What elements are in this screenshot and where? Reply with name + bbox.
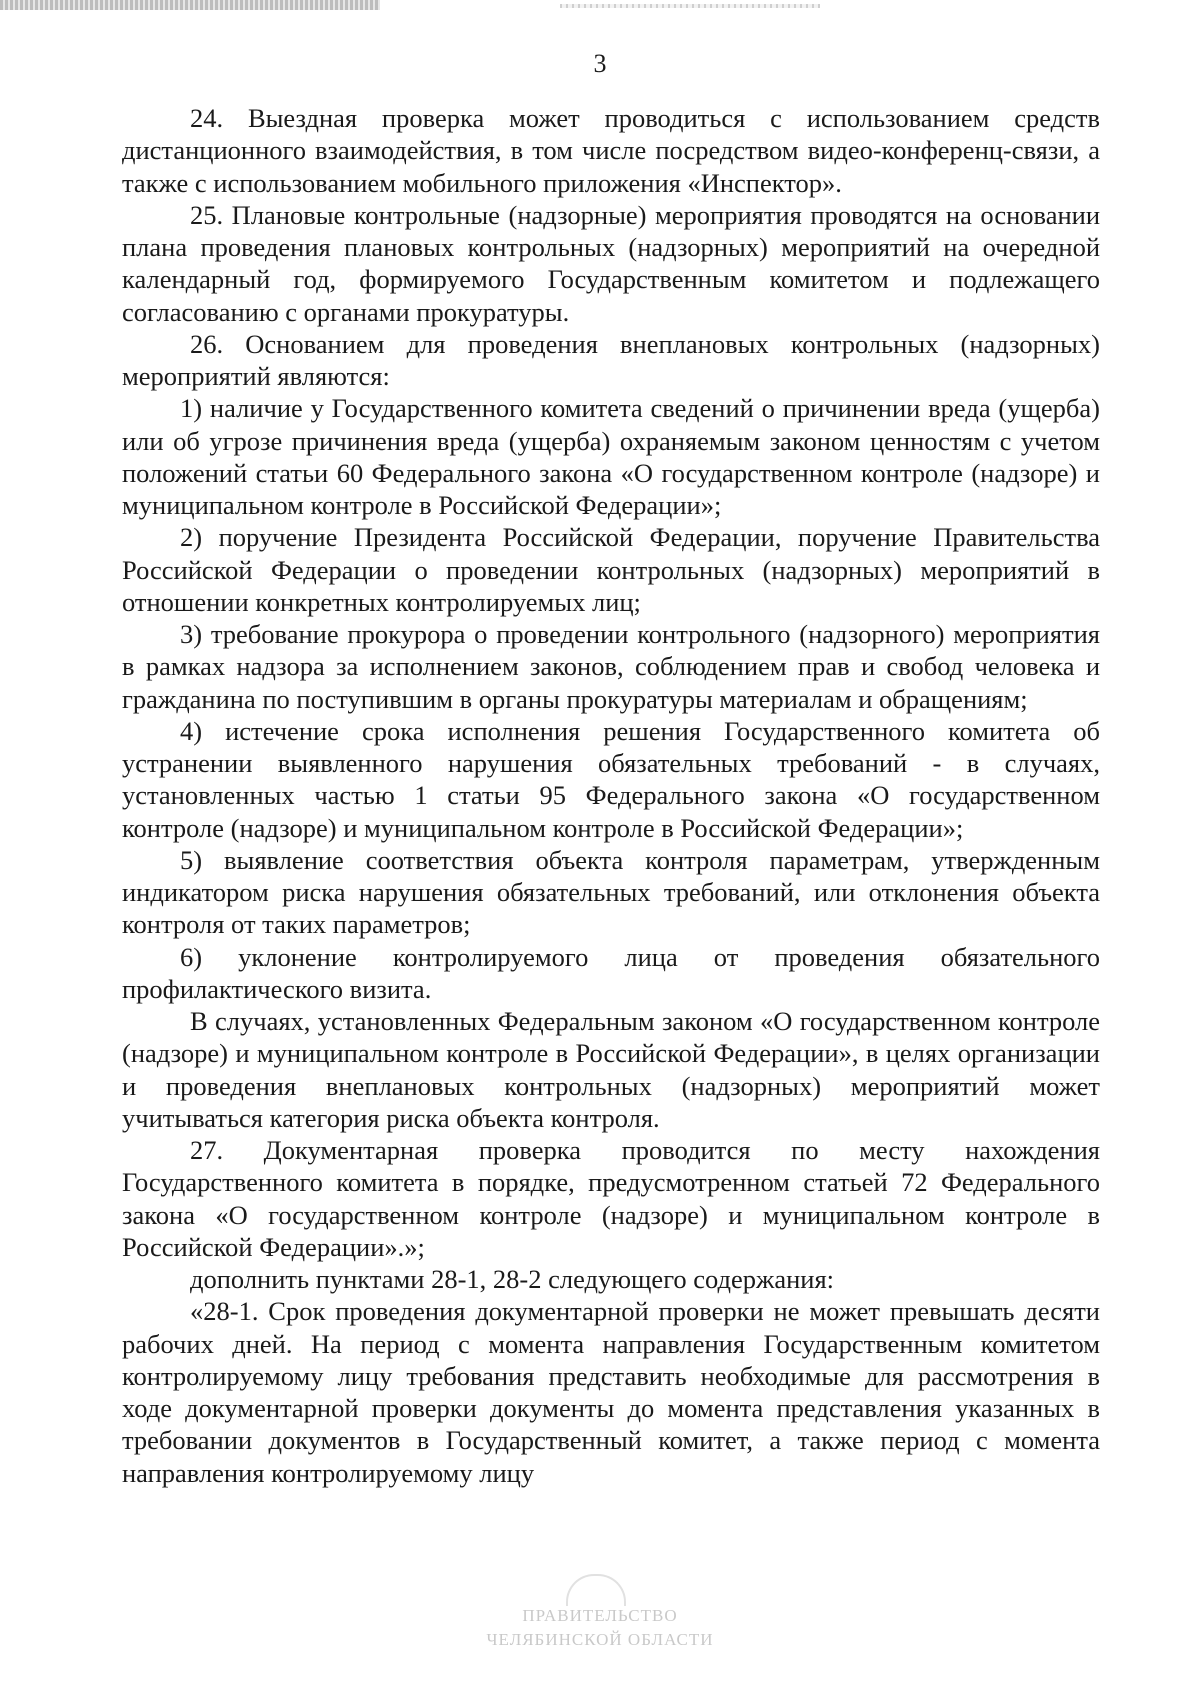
list-item-3: 3) требование прокурора о проведении контрольного (надзорного) мероприятия в рамках надзора за исполнением законов, соблюдением прав и свобод человека и гражданина по поступившим в органы прокуратуры материалам и обращениям; <box>122 619 1100 714</box>
list-item-1: 1) наличие у Государственного комитета сведений о причинении вреда (ущерба) или об угрозе причинения вреда (ущерба) охраняемым законом ценностям с учетом положений статьи 60 Федерального закона «О государственном контроле (надзоре) и муниципальном контроле в Российской Федерации»; <box>122 393 1100 520</box>
paragraph-28-1: «28-1. Срок проведения документарной проверки не может превышать десяти рабочих дней. На период с момента направления Государственным комитетом контролируемому лицу требования представить необходимые для рассмотрения в ходе документарной проверки документы до момента представления указанных в требовании документов в Государственный комитет, а также период с момента направления контролируемому лицу <box>122 1296 1100 1488</box>
paragraph-24: 24. Выездная проверка может проводиться с использованием средств дистанционного взаимодействия, в том числе посредством видео-конференц-связи, а также с использованием мобильного приложения «Инспектор». <box>122 103 1100 198</box>
paragraph-25: 25. Плановые контрольные (надзорные) мероприятия проводятся на основании плана проведения плановых контрольных (надзорных) мероприятий на очередной календарный год, формируемого Государственным комитетом и подлежащего согласованию с органами прокуратуры. <box>122 199 1100 327</box>
stamp-emblem-icon <box>566 1574 626 1606</box>
scan-artifact <box>560 4 820 8</box>
paragraph-27: 27. Документарная проверка проводится по месту нахождения Государственного комитета в порядке, предусмотренном статьей 72 Федерального закона «О государственном контроле (надзоре) и муниципальном контроле в Российской Федерации».»; <box>122 1135 1100 1262</box>
list-item-2: 2) поручение Президента Российской Федерации, поручение Правительства Российской Федерации о проведении контрольных (надзорных) мероприятий в отношении конкретных контролируемых лиц; <box>122 522 1100 617</box>
list-item-6: 6) уклонение контролируемого лица от проведения обязательного профилактического визита. <box>122 941 1100 1004</box>
paragraph-26: 26. Основанием для проведения внеплановых контрольных (надзорных) мероприятий являются: <box>122 328 1100 391</box>
document-body <box>122 102 1100 1489</box>
paragraph-amendment: дополнить пунктами 28-1, 28-2 следующего содержания: <box>190 1264 835 1294</box>
list-item-5: 5) выявление соответствия объекта контроля параметрам, утвержденным индикатором риска нарушения обязательных требований, или отклонения объекта контроля от таких параметров; <box>122 844 1100 940</box>
page-number: 3 <box>593 49 607 78</box>
watermark-line-2: ЧЕЛЯБИНСКОЙ ОБЛАСТИ <box>486 1630 714 1649</box>
paragraph-risk-category: В случаях, установленных Федеральным законом «О государственном контроле (надзоре) и муниципальном контроле в Российской Федерации», в целях организации и проведения внеплановых контрольных (надзорных) мероприятий может учитываться категория риска объекта контроля. <box>122 1006 1100 1133</box>
stamp-watermark <box>0 1604 1200 1652</box>
scan-artifact <box>0 0 380 10</box>
watermark-line-1: ПРАВИТЕЛЬСТВО <box>522 1606 678 1625</box>
list-item-4: 4) истечение срока исполнения решения Государственного комитета об устранении выявленного нарушения обязательных требований - в случаях, установленных частью 1 статьи 95 Федерального закона «О государственном контроле (надзоре) и муниципальном контроле в Российской Федерации»; <box>122 715 1100 843</box>
